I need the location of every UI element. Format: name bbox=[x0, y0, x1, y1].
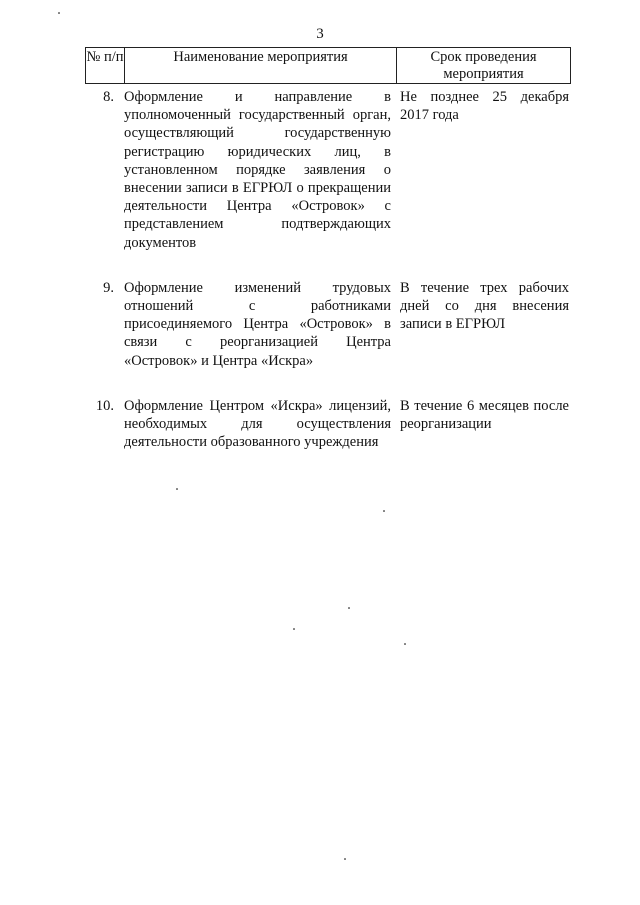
header-number: № п/п bbox=[86, 48, 125, 83]
activity-deadline: Не позднее 25 декабря 2017 года bbox=[400, 89, 569, 124]
table-row bbox=[85, 397, 571, 452]
scan-speck bbox=[404, 643, 406, 645]
header-deadline: Срок проведения мероприятия bbox=[430, 49, 537, 82]
scan-speck bbox=[383, 510, 385, 512]
activity-name: Оформление Центром «Искра» лицензий, необходимых для осуществления деятельности образованного учреждения bbox=[124, 397, 391, 451]
activity-name: Оформление и направление в уполномоченный государственный орган, осуществляющий государственную регистрацию юридических лиц, в установленном порядке заявления о внесении записи в ЕГРЮЛ о прекращении деятельности Центра «Островок» с представлением подтверждающих документов bbox=[124, 89, 391, 251]
row-number: 9. bbox=[103, 279, 114, 296]
scan-speck bbox=[176, 488, 178, 490]
table-row bbox=[85, 88, 571, 252]
scan-speck bbox=[58, 12, 60, 14]
activity-deadline: В течение 6 месяцев после реорганизации bbox=[400, 397, 569, 433]
table-header bbox=[85, 47, 571, 84]
activity-deadline: В течение трех рабочих дней со дня внесения записи в ЕГРЮЛ bbox=[400, 279, 569, 333]
page-number: 3 bbox=[316, 26, 324, 42]
scan-speck bbox=[344, 858, 346, 860]
scan-speck bbox=[293, 628, 295, 630]
row-number: 10. bbox=[95, 397, 114, 414]
activities-table bbox=[85, 47, 571, 451]
row-number: 8. bbox=[103, 89, 114, 105]
activity-name: Оформление изменений трудовых отношений с работниками присоединяемого Центра «Островок» в связи с реорганизацией Центра «Островок» и Центра «Искра» bbox=[124, 279, 391, 369]
scan-speck bbox=[348, 607, 350, 609]
header-activity-name: Наименование мероприятия bbox=[125, 48, 397, 83]
table-row bbox=[85, 279, 571, 370]
